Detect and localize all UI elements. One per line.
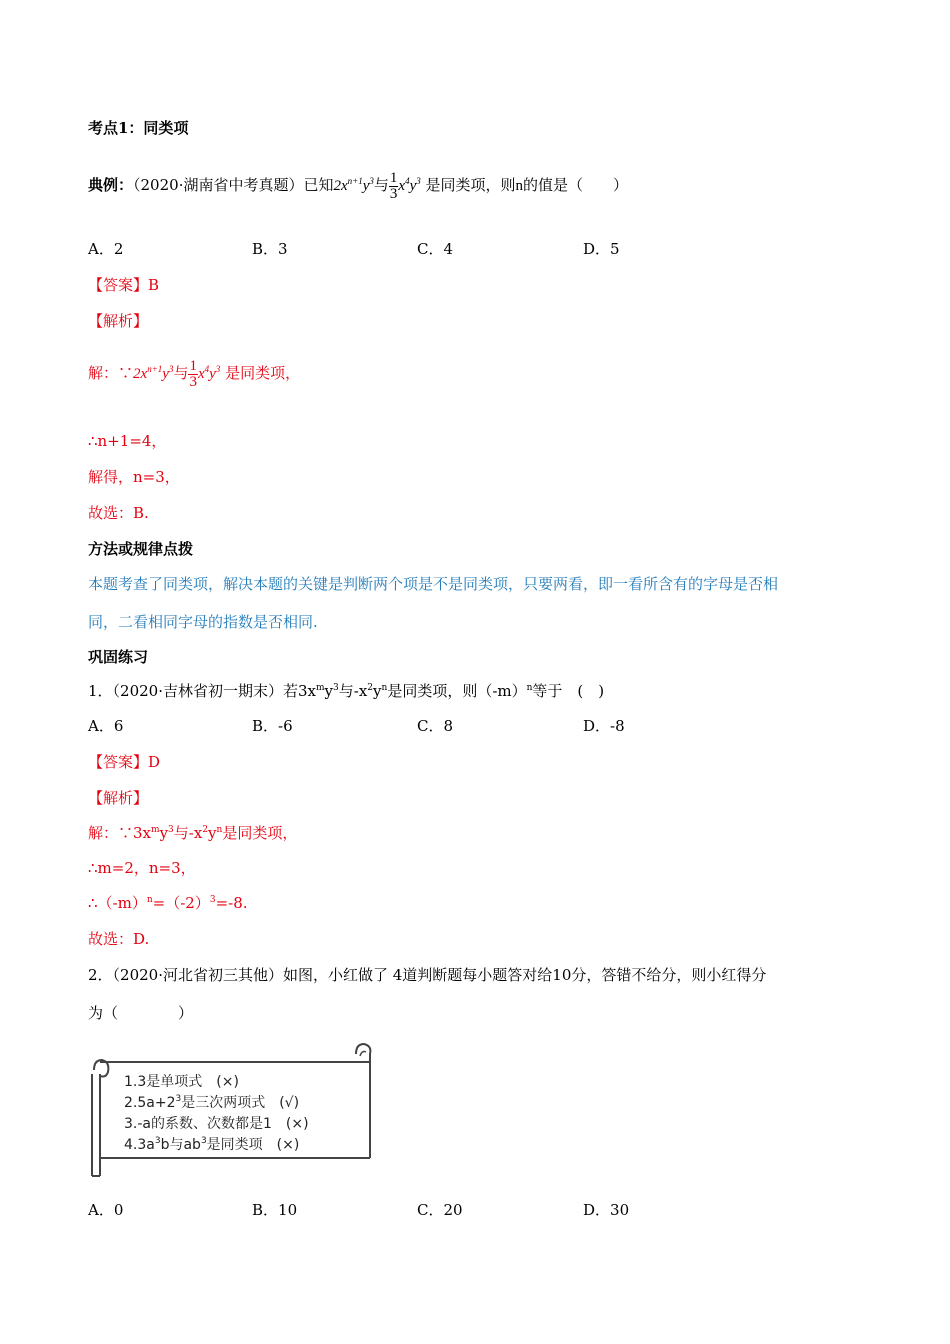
- solution-tail: 是同类项，: [225, 364, 301, 382]
- variable-n: n: [515, 178, 524, 194]
- q1-solution-3: $\therefore(-m)^n=(-2)^3=-8$.: [88, 894, 248, 912]
- solution-expr-x4-y3: $x^4y^3$: [197, 364, 221, 382]
- example-step-1: ∴n+1=4，: [88, 432, 167, 450]
- example-source: （2020·湖南省中考真题）已知: [133, 176, 334, 194]
- q2-option-b: B．10: [252, 1201, 298, 1219]
- example-solution-line: [88, 348, 300, 398]
- example-label: 典例：: [88, 176, 134, 194]
- q1-option-c: C．8: [417, 717, 454, 735]
- method-title: 方法或规律点拨: [88, 540, 194, 558]
- scroll-item-1: 1.3是单项式 (×): [124, 1074, 239, 1090]
- example-option-b: B．3: [252, 240, 288, 258]
- solution-expr-2x-y3: $2x^{n+1}y^3$: [133, 364, 174, 382]
- method-line-1: 本题考查了同类项，解决本题的关键是判断两个项是不是同类项，只要两看，即一看所含有的字母是否相: [88, 575, 779, 593]
- scroll-item-2: $2.5a+2^3$是三次两项式 (√): [124, 1094, 300, 1111]
- scroll-item-4: $4.3a^3b$与$ab^3$是同类项 (×): [124, 1136, 300, 1153]
- q1-answer: 【答案】D: [88, 753, 161, 771]
- q2-option-a: A．0: [88, 1201, 124, 1219]
- scroll-item-3: 3.-a的系数、次数都是1 (×): [124, 1116, 309, 1132]
- example-answer: 【答案】B: [88, 276, 160, 294]
- example-conj: 与: [373, 176, 389, 194]
- example-analysis-label: 【解析】: [88, 312, 149, 330]
- solution-fraction-one-third: $\frac{1}{3}$: [189, 357, 197, 390]
- example-tail-end: 的值是（ ）: [523, 176, 629, 194]
- q2-option-d: D．30: [583, 1201, 630, 1219]
- q1-solution-2: ∴m=2，n=3，: [88, 859, 196, 877]
- example-option-d: D．5: [583, 240, 620, 258]
- example-option-a: A．2: [88, 240, 124, 258]
- example-option-c: C．4: [417, 240, 454, 258]
- q1-option-d: D．-8: [583, 717, 625, 735]
- q1-stem: 1．（2020·吉林省初一期末）若$3x^my^3$与$-x^2y^n$是同类项，则$(-m)^n$等于 ( ): [88, 682, 605, 700]
- q1-solution-4: 故选：D.: [88, 930, 150, 948]
- example-step-3: 故选：B.: [88, 504, 149, 522]
- q1-option-b: B．-6: [252, 717, 293, 735]
- expr-x4-y3: $x^4y^3$: [398, 176, 421, 194]
- solution-conj: 与: [173, 364, 189, 382]
- q1-solution-1: 解：$\because 3x^my^3$与$-x^2y^n$是同类项，: [88, 824, 298, 842]
- q2-option-c: C．20: [417, 1201, 463, 1219]
- method-line-2: 同，二看相同字母的指数是否相同.: [88, 613, 318, 631]
- q1-analysis-label: 【解析】: [88, 789, 149, 807]
- q1-option-a: A．6: [88, 717, 124, 735]
- fraction-one-third: $\frac{1}{3}$: [389, 169, 398, 202]
- example-tail: 是同类项，则: [425, 176, 516, 194]
- practice-title: 巩固练习: [88, 648, 149, 666]
- q2-stem-line-2: 为（ ）: [88, 1004, 194, 1022]
- q2-stem-line-1: 2．（2020·河北省初三其他）如图，小红做了 4道判断题每小题答对给10分，答错不给分，则小红得分: [88, 966, 767, 984]
- expr-2x-y3: $2x^{n+1}y^3$: [333, 176, 374, 194]
- example-question: [88, 160, 628, 210]
- section-title: 考点1：同类项: [88, 119, 189, 137]
- solution-prefix: 解：∵: [88, 364, 134, 382]
- example-step-2: 解得，n=3，: [88, 468, 180, 486]
